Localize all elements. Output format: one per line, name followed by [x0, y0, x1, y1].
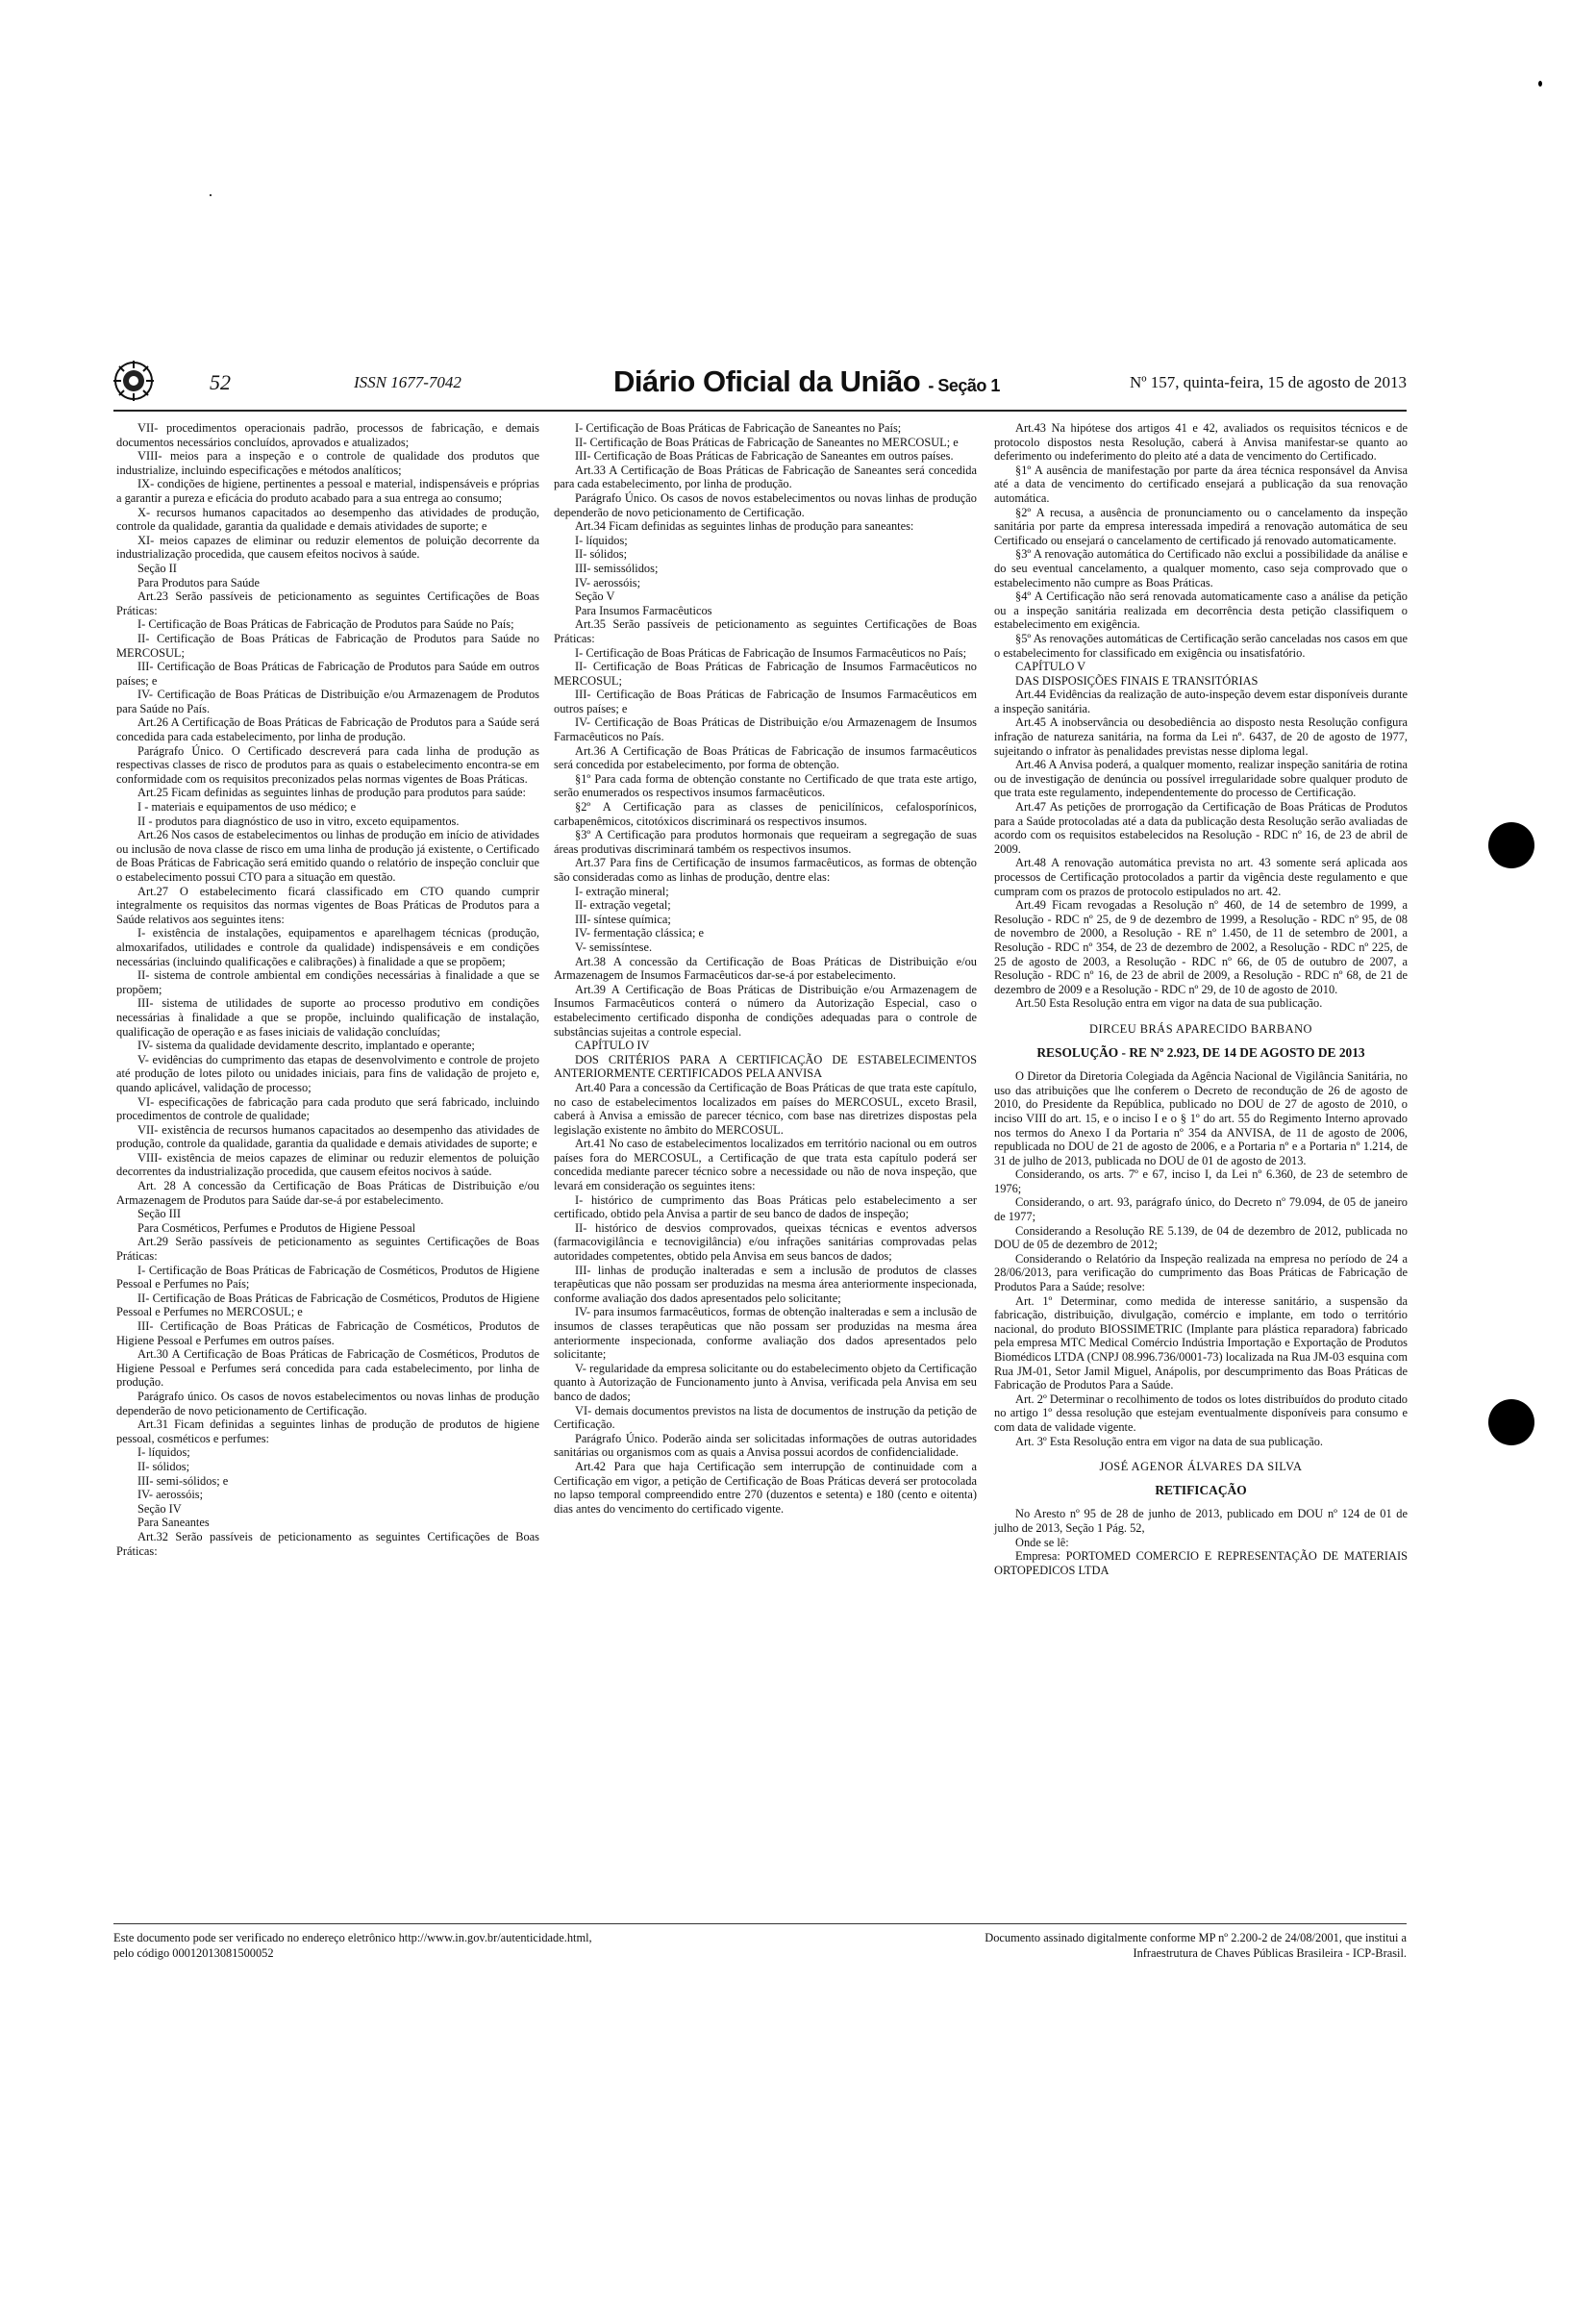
paragraph: III- semissólidos; [575, 561, 659, 575]
paragraph: II- extração vegetal; [575, 898, 671, 913]
paragraph: Art.49 Ficam revogadas a Resolução nº 460, de 14 de setembro de 1999, a Resolução - RDC nº 25, de 9 de dezembro de 1999, a Resolução - RDC nº 95, de 08 de novembro de 2000, a Resolução - RE nº 1.450, de 11 de setembro de 2001, a Resolução - RDC nº 354, de 23 de dezembro de 2002, a Resolução - RDC nº 225, de 25 de agosto de 2003, a Resolução - RDC nº 66, de 05 de outubro de 2007, a Resolução - RDC nº 16, de 23 de abril de 2009, a Resolução - RDC nº 68, de 21 de dezembro de 2009 e a Resolução - RDC nº 29, de 10 de agosto de 2010. [994, 898, 1408, 996]
paragraph: VII- existência de recursos humanos capacitados ao desempenho das atividades de produção, controle da qualidade, garantia da qualidade e demais atividades de suporte; e [116, 1122, 539, 1151]
paragraph: Para Cosméticos, Perfumes e Produtos de Higiene Pessoal [137, 1220, 416, 1235]
scan-speck [210, 194, 212, 196]
text-column-3 [994, 421, 1408, 1577]
paragraph: Art.38 A concessão da Certificação de Boas Práticas de Distribuição e/ou Armazenagem de Insumos Farmacêuticos dar-se-á por estabelecimento. [554, 954, 977, 983]
paragraph: Art.32 Serão passíveis de peticionamento as seguintes Certificações de Boas Práticas: [116, 1529, 539, 1558]
paragraph: Considerando, os arts. 7º e 67, inciso I, da Lei nº 6.360, de 23 de setembro de 1976; [994, 1167, 1408, 1195]
issue-date: Nº 157, quinta-feira, 15 de agosto de 2013 [1129, 373, 1407, 391]
signature-name: DIRCEU BRÁS APARECIDO BARBANO [1089, 1021, 1312, 1036]
paragraph: Art.44 Evidências da realização de auto-inspeção devem estar disponíveis durante a inspeção sanitária. [994, 688, 1408, 715]
paragraph: Parágrafo Único. Os casos de novos estabelecimentos ou novas linhas de produção dependerão de novo peticionamento de Certificação. [554, 490, 977, 519]
paragraph: VIII- meios para a inspeção e o controle de qualidade dos produtos que industrialize, incluindo especificações e métodos analíticos; [116, 449, 539, 477]
paragraph: §1º A ausência de manifestação por parte da área técnica responsável da Anvisa até a data de vencimento do certificado ensejará a publicação da sua renovação automática. [994, 463, 1408, 505]
paragraph: III- semi-sólidos; e [137, 1473, 229, 1488]
paragraph: VIII- existência de meios capazes de eliminar ou reduzir elementos de poluição decorrentes da industrialização procedida, que causem efeitos nocivos à saúde. [116, 1150, 539, 1179]
paragraph: I- extração mineral; [575, 884, 669, 898]
paragraph: III- síntese química; [575, 912, 671, 926]
paragraph: V- semissíntese. [575, 940, 653, 954]
paragraph: Art.31 Ficam definidas a seguintes linhas de produção de produtos de higiene pessoal, cosméticos e perfumes: [116, 1417, 539, 1445]
footer-verification [113, 1930, 767, 1961]
paragraph: Seção II [137, 561, 177, 575]
paragraph: §3º A Certificação para produtos hormonais que requeiram a segregação de suas áreas produtivas discriminará também os respectivos insumos. [554, 828, 977, 856]
paragraph: O Diretor da Diretoria Colegiada da Agência Nacional de Vigilância Sanitária, no uso das atribuições que lhe conferem o Decreto de recondução de 26 de agosto de 2010, do Presidente da República, publicado no DOU de 27 de agosto de 2010, o inciso VIII do art. 15, e o inciso I e o § 1º do art. 55 do Regimento Interno aprovado nos termos do Anexo I da Portaria nº 354 da ANVISA, de 11 de agosto de 2006, republicada no DOU de 21 de agosto de 2006, e a Portaria nº e a Portaria nº 1.214, de 31 de julho de 2013, publicada no DOU de 01 de agosto de 2013. [994, 1069, 1408, 1167]
paragraph: I- Certificação de Boas Práticas de Fabricação de Insumos Farmacêuticos no País; [575, 645, 967, 660]
paragraph: Art.47 As petições de prorrogação da Certificação de Boas Práticas de Produtos para a Saúde protocoladas até a data da publicação desta Resolução serão avaliadas de acordo com os requisitos estabelecidos na Resolução - RDC nº 16, de 23 de abril de 2009. [994, 800, 1408, 856]
paragraph: CAPÍTULO V [1015, 660, 1086, 674]
paragraph: Considerando a Resolução RE 5.139, de 04 de dezembro de 2012, publicada no DOU de 05 de dezembro de 2012; [994, 1223, 1408, 1252]
paragraph: IV- aerossóis; [137, 1488, 204, 1502]
paragraph: Art.23 Serão passíveis de peticionamento as seguintes Certificações de Boas Práticas: [116, 589, 539, 617]
paragraph: IV- Certificação de Boas Práticas de Distribuição e/ou Armazenagem de Produtos para Saúde no País. [116, 688, 539, 715]
paragraph: Art.30 A Certificação de Boas Práticas de Fabricação de Cosméticos, Produtos de Higiene Pessoal e Perfumes será concedida para cada estabelecimento, por linha de produção. [116, 1347, 539, 1390]
paragraph: Art.42 Para que haja Certificação sem interrupção de continuidade com a Certificação em vigor, a petição de Certificação de Boas Práticas deverá ser protocolada no lapso temporal compreendido entre 270 (duzentos e setenta) e 180 (cento e oitenta) dias antes do vencimento do certificado vigente. [554, 1459, 977, 1516]
paragraph: X- recursos humanos capacitados ao desempenho das atividades de produção, controle da qualidade, garantia da qualidade e demais atividades de suporte; e [116, 505, 539, 534]
paragraph: II- Certificação de Boas Práticas de Fabricação de Saneantes no MERCOSUL; e [575, 435, 959, 449]
paragraph: II - produtos para diagnóstico de uso in vitro, exceto equipamentos. [137, 814, 460, 828]
paragraph: IV- Certificação de Boas Práticas de Distribuição e/ou Armazenagem de Insumos Farmacêuticos no País. [554, 715, 977, 744]
act-title: RETIFICAÇÃO [1155, 1482, 1247, 1497]
paragraph: VII- procedimentos operacionais padrão, processos de fabricação, e demais documentos necessários concluídos, aprovados e atualizados; [116, 421, 539, 449]
paragraph: Parágrafo único. Os casos de novos estabelecimentos ou novas linhas de produção dependerão de novo peticionamento de Certificação. [116, 1389, 539, 1417]
paragraph: Art.27 O estabelecimento ficará classificado em CTO quando cumprir integralmente os requisitos das normas vigentes de Boas Práticas de Produtos para a Saúde relativos aos seguintes itens: [116, 884, 539, 926]
text-column-2 [554, 421, 977, 1516]
paragraph: Art.46 A Anvisa poderá, a qualquer momento, realizar inspeção sanitária de rotina ou de investigação de denúncia ou possível irregularidade sobre qualquer produto de que trata este regulamento, independentemente do processo de Certificação. [994, 758, 1408, 800]
paragraph: IV- aerossóis; [575, 575, 641, 589]
issn: ISSN 1677-7042 [354, 373, 461, 391]
paragraph: Art.26 A Certificação de Boas Práticas de Fabricação de Produtos para a Saúde será concedida para cada estabelecimento, por linha de produção. [116, 715, 539, 744]
paragraph: Art. 2º Determinar o recolhimento de todos os lotes distribuídos do produto citado no artigo 1º dessa resolução que estejam eventualmente disponíveis para consumo e com data de validade vigente. [994, 1392, 1408, 1434]
paragraph: Art.43 Na hipótese dos artigos 41 e 42, avaliados os requisitos técnicos e de protocolo dispostos nesta Resolução, caberá à Anvisa manifestar-se quanto ao deferimento ou indeferimento do pleito até a data de vencimento do Certificado. [994, 421, 1408, 464]
paragraph: CAPÍTULO IV [575, 1039, 650, 1053]
paragraph: I- existência de instalações, equipamentos e aparelhagem técnicas (produção, almoxarifados, utilidades e controle da qualidade) indispensáveis e em condições necessárias (incluindo qualificações e calibrações) à finalidade a que se propõem; [116, 926, 539, 968]
paragraph: II- Certificação de Boas Práticas de Fabricação de Produtos para Saúde no MERCOSUL; [116, 631, 539, 660]
paragraph: II- sistema de controle ambiental em condições necessárias à finalidade a que se propõem; [116, 968, 539, 996]
paragraph: IV- para insumos farmacêuticos, formas de obtenção inalteradas e sem a inclusão de insumos de classes terapêuticas que não possam ser produzidas na mesma área anteriormente inspecionada, conforme avaliação dos dados apresentados pelo solicitante; [554, 1305, 977, 1362]
paragraph: Parágrafo Único. Poderão ainda ser solicitadas informações de outras autoridades sanitárias ou organismos com as quais a Anvisa possui acordos de confidencialidade. [554, 1431, 977, 1460]
paragraph: Art.25 Ficam definidas as seguintes linhas de produção para produtos para saúde: [137, 786, 526, 800]
paragraph: Art.33 A Certificação de Boas Práticas de Fabricação de Saneantes será concedida para cada estabelecimento, por linha de produção. [554, 463, 977, 491]
act-title: RESOLUÇÃO - RE Nº 2.923, DE 14 DE AGOSTO DE 2013 [1036, 1044, 1365, 1060]
paragraph: IV- fermentação clássica; e [575, 926, 705, 940]
paragraph: I - materiais e equipamentos de uso médico; e [137, 800, 357, 815]
publication-name: Diário Oficial da União [613, 364, 921, 398]
paragraph: Considerando o Relatório da Inspeção realizada na empresa no período de 24 a 28/06/2013, para verificação do cumprimento das Boas Práticas de Fabricação de Produtos Para a Saúde; resolve: [994, 1251, 1408, 1294]
section-label: - Seção 1 [928, 376, 1000, 395]
paragraph: DAS DISPOSIÇÕES FINAIS E TRANSITÓRIAS [1015, 673, 1259, 688]
paragraph: Seção III [137, 1207, 182, 1221]
paragraph: III- Certificação de Boas Práticas de Fabricação de Saneantes em outros países. [575, 449, 954, 464]
scan-speck [1538, 81, 1542, 87]
header-rule [113, 410, 1407, 412]
paragraph: I- Certificação de Boas Práticas de Fabricação de Produtos para Saúde no País; [137, 617, 514, 632]
paragraph: V- regularidade da empresa solicitante ou do estabelecimento objeto da Certificação quanto à Autorização de Funcionamento junto à Anvisa, verificada pela Anvisa em seu banco de dados; [554, 1361, 977, 1403]
paragraph: Para Produtos para Saúde [137, 575, 260, 589]
paragraph: §2º A recusa, a ausência de pronunciamento ou o cancelamento da inspeção sanitária por parte da empresa interessada impedirá a renovação automática de seu Certificado ou ensejará o cancelamento de certificado já renovado automaticamente. [994, 505, 1408, 547]
paragraph: I- Certificação de Boas Práticas de Fabricação de Saneantes no País; [575, 421, 902, 435]
paragraph: Art.34 Ficam definidas as seguintes linhas de produção para saneantes: [575, 519, 914, 534]
footer-signature-note [894, 1930, 1407, 1961]
footer-signature-line-1: Documento assinado digitalmente conforme MP nº 2.200-2 de 24/08/2001, que institui a [985, 1931, 1407, 1944]
paragraph: Art. 28 A concessão da Certificação de Boas Práticas de Distribuição e/ou Armazenagem de Produtos para Saúde dar-se-á por estabelecimento. [116, 1179, 539, 1207]
paragraph: Seção IV [137, 1501, 182, 1516]
paragraph: I- Certificação de Boas Práticas de Fabricação de Cosméticos, Produtos de Higiene Pessoal e Perfumes no País; [116, 1263, 539, 1291]
paragraph: §2º A Certificação para as classes de penicilínicos, cefalosporínicos, carbapenêmicos, citotóxicos discriminará os respectivos insumos. [554, 800, 977, 828]
paragraph: Para Insumos Farmacêuticos [575, 603, 712, 617]
paragraph: §3º A renovação automática do Certificado não exclui a possibilidade da análise e do seu eventual cancelamento, a qualquer momento, caso seja comprovado que o estabelecimento não cumpre as Boas Práticas. [994, 547, 1408, 589]
paragraph: III- Certificação de Boas Práticas de Fabricação de Produtos para Saúde em outros países; e [116, 660, 539, 688]
paragraph: Considerando, o art. 93, parágrafo único, do Decreto nº 79.094, de 05 de janeiro de 1977; [994, 1195, 1408, 1224]
paragraph: Art.48 A renovação automática prevista no art. 43 somente será aplicada aos processos de Certificação protocolados a partir da vigência deste regulamento e que cumpram com os prazos de protocolo estipulados no art. 42. [994, 856, 1408, 898]
paragraph: Empresa: PORTOMED COMERCIO E REPRESENTAÇÃO DE MATERIAIS ORTOPEDICOS LTDA [994, 1549, 1408, 1577]
footer-signature-line-2: Infraestrutura de Chaves Públicas Brasileira - ICP-Brasil. [1133, 1946, 1407, 1960]
punch-hole-mark [1488, 1399, 1534, 1445]
paragraph: Art.26 Nos casos de estabelecimentos ou linhas de produção em início de atividades ou inclusão de nova classe de risco em uma linha de produção já existente, o Certificado de Boas Práticas de Fabricação será emitido quando o relatório de inspeção concluir que o estabelecimento possui CTO para a situação em questão. [116, 828, 539, 884]
paragraph: III- linhas de produção inalteradas e sem a inclusão de produtos de classes terapêuticas que não possam ser produzidas na mesma área anteriormente inspecionada, conforme avaliação dos dados apresentados pelo solicitante; [554, 1263, 977, 1305]
paragraph: II- sólidos; [575, 547, 628, 562]
paragraph: XI- meios capazes de eliminar ou reduzir elementos de poluição decorrente da industrialização procedida, que causem efeitos nocivos à saúde. [116, 533, 539, 562]
paragraph: Art.29 Serão passíveis de peticionamento as seguintes Certificações de Boas Práticas: [116, 1235, 539, 1264]
paragraph: Seção V [575, 589, 615, 604]
paragraph: I- líquidos; [575, 533, 628, 547]
paragraph: V- evidências do cumprimento das etapas de desenvolvimento e controle de projeto até produção de lotes piloto ou unidades iniciais, para fins de validação de projeto e, quando aplicável, validação de processo; [116, 1052, 539, 1094]
text-column-1 [116, 421, 539, 1558]
paragraph: III- Certificação de Boas Práticas de Fabricação de Cosméticos, Produtos de Higiene Pessoal e Perfumes em outros países. [116, 1319, 539, 1347]
paragraph: Art.39 A Certificação de Boas Práticas de Distribuição e/ou Armazenagem de Insumos Farmacêuticos conterá o número da Autorização Especial, caso o estabelecimento certificado disponha de condições adequadas para o controle de substâncias sujeitas a controle especial. [554, 982, 977, 1039]
paragraph: Para Saneantes [137, 1516, 210, 1530]
paragraph: §1º Para cada forma de obtenção constante no Certificado de que trata este artigo, serão enumerados os respectivos insumos farmacêuticos. [554, 771, 977, 800]
page-header [113, 364, 1407, 409]
paragraph: Art.41 No caso de estabelecimentos localizados em território nacional ou em outros países fora do MERCOSUL, a Certificação de que trata esta capítulo poderá ser concedida mediante parecer técnico sobre a necessidade ou não de nova inspeção, que levará em consideração os seguintes itens: [554, 1137, 977, 1193]
paragraph: II- Certificação de Boas Práticas de Fabricação de Cosméticos, Produtos de Higiene Pessoal e Perfumes no MERCOSUL; e [116, 1291, 539, 1319]
publication-title [613, 364, 1000, 399]
paragraph: III- sistema de utilidades de suporte ao processo produtivo em condições necessárias à finalidade a que se propõe, incluindo qualificação de instalação, qualificação de operação e as fases iniciais de validação concluídas; [116, 996, 539, 1039]
paragraph: Onde se lê: [1015, 1535, 1069, 1549]
paragraph: Art.45 A inobservância ou desobediência ao disposto nesta Resolução configura infração de natureza sanitária, na forma da Lei nº. 6437, de 20 de agosto de 1977, sujeitando o infrator às penalidades previstas nesse diploma legal. [994, 715, 1408, 758]
paragraph: Art. 1º Determinar, como medida de interesse sanitário, a suspensão da fabricação, distribuição, divulgação, comércio e implante, em todo o território nacional, do produto BIOSSIMETRIC (Implante para plástica reparadora) fabricado pela empresa MTC Medical Comércio Indústria Importação e Exportação de Produtos Biomédicos LTDA (CNPJ 08.996.736/0001-73) localizada na Rua JM-03 esquina com Rua JM-01, Setor Jamil Miguel, Anápolis, por descumprimento das Boas Práticas de Fabricação de Produtos Para a Saúde. [994, 1293, 1408, 1392]
paragraph: Art.40 Para a concessão da Certificação de Boas Práticas de que trata este capítulo, no caso de estabelecimentos localizados em países do MERCOSUL, exceto Brasil, caberá à Anvisa a emissão de parecer técnico, com base nas diretrizes dispostas pela legislação existente no âmbito do MERCOSUL. [554, 1080, 977, 1137]
paragraph: Art.50 Esta Resolução entra em vigor na data de sua publicação. [1015, 996, 1323, 1011]
paragraph: II- histórico de desvios comprovados, queixas técnicas e eventos adversos (farmacovigilância e tecnovigilância) e/ou infrações sanitárias comprovadas pelas autoridades competentes, obtido pela Anvisa em seus bancos de dados; [554, 1220, 977, 1264]
paragraph: Art.37 Para fins de Certificação de insumos farmacêuticos, as formas de obtenção são consideradas como as linhas de produção, dentre elas: [554, 856, 977, 884]
paragraph: II- Certificação de Boas Práticas de Fabricação de Insumos Farmacêuticos no MERCOSUL; [554, 660, 977, 688]
paragraph: Art.36 A Certificação de Boas Práticas de Fabricação de insumos farmacêuticos será concedida por estabelecimento, por forma de obtenção. [554, 743, 977, 772]
paragraph: I- líquidos; [137, 1445, 190, 1460]
signature-name: JOSÉ AGENOR ÁLVARES DA SILVA [1099, 1460, 1303, 1474]
coat-of-arms-icon [113, 361, 154, 401]
paragraph: III- Certificação de Boas Práticas de Fabricação de Insumos Farmacêuticos em outros países; e [554, 688, 977, 715]
paragraph: DOS CRITÉRIOS PARA A CERTIFICAÇÃO DE ESTABELECIMENTOS ANTERIORMENTE CERTIFICADOS PELA ANVISA [554, 1052, 977, 1081]
paragraph: IX- condições de higiene, pertinentes a pessoal e material, indispensáveis e próprias a garantir a pureza e eficácia do produto acabado para a sua entrega ao consumo; [116, 477, 539, 505]
paragraph: Art. 3º Esta Resolução entra em vigor na data de sua publicação. [1015, 1434, 1324, 1448]
footer-verification-url: Este documento pode ser verificado no endereço eletrônico http://www.in.gov.br/autenticidade.html, [113, 1931, 592, 1944]
page-number: 52 [210, 370, 231, 394]
paragraph: Art.35 Serão passíveis de peticionamento as seguintes Certificações de Boas Práticas: [554, 617, 977, 645]
paragraph: §5º As renovações automáticas de Certificação serão canceladas nos casos em que o estabelecimento for classificado em exigência ou insatisfatório. [994, 631, 1408, 660]
paragraph: VI- especificações de fabricação para cada produto que será fabricado, incluindo procedimentos de controle de qualidade; [116, 1094, 539, 1123]
paragraph: I- histórico de cumprimento das Boas Práticas pelo estabelecimento a ser certificado, obtido pela Anvisa a partir de seu banco de dados de inspeção; [554, 1192, 977, 1221]
footer-verification-code: pelo código 00012013081500052 [113, 1946, 274, 1960]
footer-rule [113, 1923, 1407, 1924]
punch-hole-mark [1488, 822, 1534, 868]
paragraph: VI- demais documentos previstos na lista de documentos de instrução da petição de Certificação. [554, 1403, 977, 1432]
paragraph: Parágrafo Único. O Certificado descreverá para cada linha de produção as respectivas classes de risco de produtos para as quais o estabelecimento encontra-se em conformidade com os requisitos preconizados pelas normas vigentes de Boas Práticas. [116, 743, 539, 786]
paragraph: No Aresto nº 95 de 28 de junho de 2013, publicado em DOU nº 124 de 01 de julho de 2013, Seção 1 Pág. 52, [994, 1507, 1408, 1535]
paragraph: §4º A Certificação não será renovada automaticamente caso a análise da petição ou a inspeção sanitária realizada em decorrência desta petição classifiquem o estabelecimento em exigência. [994, 589, 1408, 632]
paragraph: IV- sistema da qualidade devidamente descrito, implantado e operante; [137, 1039, 475, 1053]
paragraph: II- sólidos; [137, 1459, 190, 1473]
